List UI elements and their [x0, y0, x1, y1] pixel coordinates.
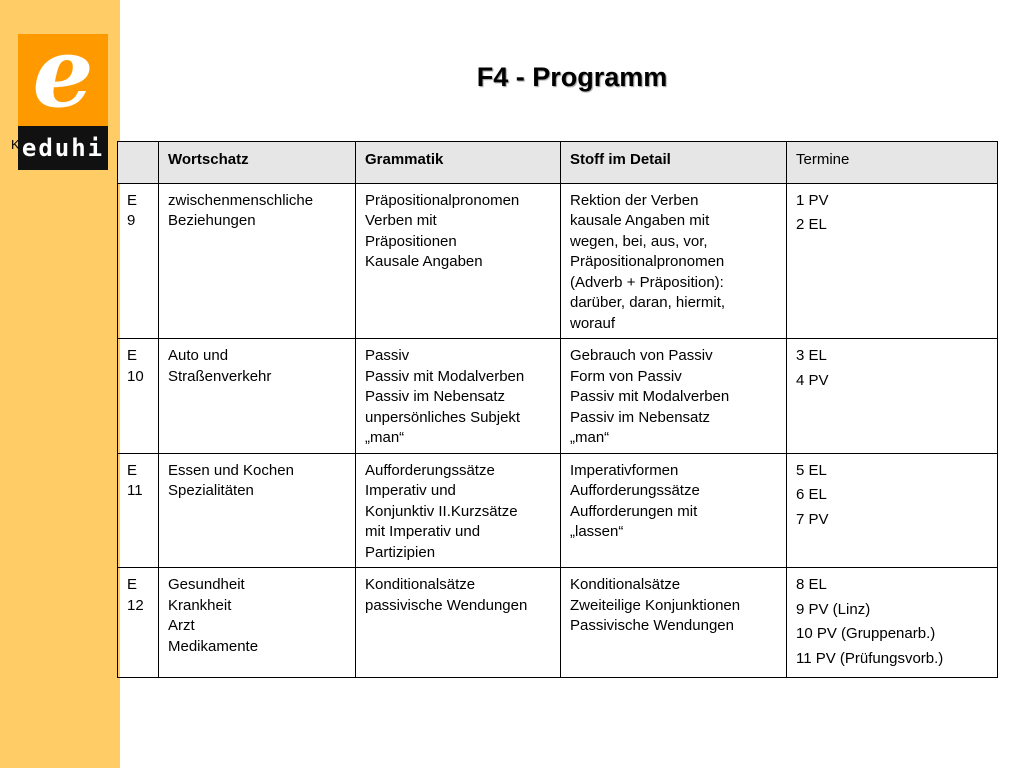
- cell-grammatik: [356, 183, 561, 339]
- cell-wortschatz: [159, 183, 356, 339]
- cell-wortschatz-line: Arzt: [168, 617, 195, 634]
- cell-wortschatz-line: Krankheit: [168, 596, 232, 614]
- cell-stoff-line: Aufforderungen mit: [570, 502, 698, 520]
- cell-stoff-line: Imperativformen: [570, 461, 679, 479]
- header-stoff: Stoff im Detail: [561, 142, 787, 184]
- cell-wortschatz-line: Auto und: [168, 347, 229, 364]
- page-title: F4 - Programm: [476, 62, 668, 92]
- cell-grammatik-line: Partizipien: [365, 543, 436, 561]
- cell-termine-line: 2 EL: [796, 216, 827, 233]
- cell-unit: [118, 183, 159, 339]
- cell-termine-line: 9 PV (Linz): [796, 600, 871, 618]
- logo-side-text: K: [11, 137, 21, 152]
- cell-unit-line: E: [127, 461, 138, 479]
- cell-unit: [118, 453, 159, 568]
- cell-grammatik-line: Aufforderungssätze: [365, 461, 495, 479]
- cell-grammatik-line: Passiv im Nebensatz: [365, 388, 506, 405]
- cell-unit-line: 12: [127, 596, 144, 614]
- table-row: [118, 339, 998, 454]
- cell-stoff-line: Gebrauch von Passiv: [570, 347, 713, 364]
- cell-unit: [118, 568, 159, 678]
- cell-stoff-line: wegen, bei, aus, vor,: [570, 232, 708, 250]
- cell-stoff-line: Form von Passiv: [570, 367, 682, 385]
- cell-wortschatz-line: Medikamente: [168, 637, 259, 655]
- cell-grammatik-line: Präpositionen: [365, 232, 457, 250]
- cell-wortschatz-line: zwischenmenschliche: [168, 191, 314, 209]
- cell-unit-line: 10: [127, 367, 144, 385]
- cell-grammatik-line: mit Imperativ und: [365, 523, 481, 540]
- cell-wortschatz-line: Straßenverkehr: [168, 367, 272, 385]
- cell-stoff-line: „man“: [570, 429, 610, 446]
- cell-wortschatz-line: Spezialitäten: [168, 482, 254, 499]
- cell-grammatik-line: passivische Wendungen: [365, 596, 528, 614]
- logo-letter: e: [32, 34, 94, 126]
- cell-wortschatz-line: Gesundheit: [168, 576, 245, 593]
- cell-wortschatz-line: Essen und Kochen: [168, 461, 294, 479]
- cell-stoff-line: Aufforderungssätze: [570, 482, 700, 499]
- cell-termine: [787, 453, 998, 568]
- cell-grammatik-line: Imperativ und: [365, 482, 456, 499]
- cell-stoff-line: Konditionalsätze: [570, 576, 681, 593]
- cell-termine-line: 8 EL: [796, 576, 827, 593]
- cell-grammatik: [356, 568, 561, 678]
- cell-stoff-line: Passiv im Nebensatz: [570, 408, 711, 426]
- cell-stoff-line: (Adverb + Präposition):: [570, 273, 724, 291]
- cell-stoff: [561, 183, 787, 339]
- cell-stoff: [561, 339, 787, 454]
- cell-unit: [118, 339, 159, 454]
- cell-wortschatz: [159, 568, 356, 678]
- cell-termine-line: 11 PV (Prüfungsvorb.): [796, 649, 944, 667]
- cell-wortschatz-line: Beziehungen: [168, 212, 256, 229]
- cell-termine: [787, 339, 998, 454]
- cell-grammatik-line: Passiv: [365, 347, 410, 364]
- cell-grammatik-line: Kausale Angaben: [365, 253, 483, 270]
- cell-termine-line: 3 EL: [796, 347, 827, 364]
- cell-wortschatz: [159, 453, 356, 568]
- cell-termine-line: 5 EL: [796, 461, 827, 479]
- cell-termine-line: 4 PV: [796, 371, 829, 389]
- logo-e-block: [18, 34, 108, 126]
- table-header-row: [118, 142, 998, 184]
- table-row: [118, 568, 998, 678]
- cell-grammatik-line: Konditionalsätze: [365, 576, 476, 593]
- cell-stoff-line: Zweiteilige Konjunktionen: [570, 596, 741, 614]
- cell-stoff-line: kausale Angaben mit: [570, 212, 710, 229]
- header-wortschatz: Wortschatz: [159, 142, 356, 184]
- cell-stoff-line: darüber, daran, hiermit,: [570, 294, 726, 311]
- table-row: [118, 453, 998, 568]
- program-table: [117, 141, 998, 678]
- cell-stoff-line: Passivische Wendungen: [570, 617, 734, 634]
- cell-unit-line: 9: [127, 212, 136, 229]
- cell-grammatik-line: Präpositionalpronomen: [365, 191, 520, 209]
- cell-stoff-line: „lassen“: [570, 523, 624, 540]
- cell-termine-line: 1 PV: [796, 191, 829, 209]
- cell-termine-line: 7 PV: [796, 510, 829, 528]
- cell-stoff: [561, 568, 787, 678]
- header-termine: Termine: [787, 142, 998, 184]
- cell-termine: [787, 568, 998, 678]
- cell-grammatik-line: unpersönliches Subjekt: [365, 408, 521, 426]
- cell-termine-line: 6 EL: [796, 486, 827, 503]
- cell-stoff-line: Passiv mit Modalverben: [570, 388, 730, 405]
- header-unit: [118, 142, 159, 184]
- cell-termine: [787, 183, 998, 339]
- cell-grammatik: [356, 453, 561, 568]
- cell-unit-line: E: [127, 576, 138, 593]
- cell-grammatik-line: Konjunktiv II.Kurzsätze: [365, 502, 518, 520]
- cell-unit-line: E: [127, 191, 138, 209]
- cell-stoff-line: Rektion der Verben: [570, 191, 699, 209]
- cell-grammatik-line: Passiv mit Modalverben: [365, 367, 525, 385]
- cell-termine-line: 10 PV (Gruppenarb.): [796, 625, 936, 642]
- cell-stoff-line: worauf: [570, 314, 616, 332]
- cell-wortschatz: [159, 339, 356, 454]
- logo-brand-bar: eduhi: [18, 126, 108, 170]
- table-row: [118, 183, 998, 339]
- cell-stoff: [561, 453, 787, 568]
- cell-stoff-line: Präpositionalpronomen: [570, 253, 725, 270]
- cell-grammatik: [356, 339, 561, 454]
- header-grammatik: Grammatik: [356, 142, 561, 184]
- cell-unit-line: 11: [127, 482, 143, 499]
- cell-unit-line: E: [127, 347, 138, 364]
- cell-grammatik-line: „man“: [365, 429, 405, 446]
- cell-grammatik-line: Verben mit: [365, 212, 437, 229]
